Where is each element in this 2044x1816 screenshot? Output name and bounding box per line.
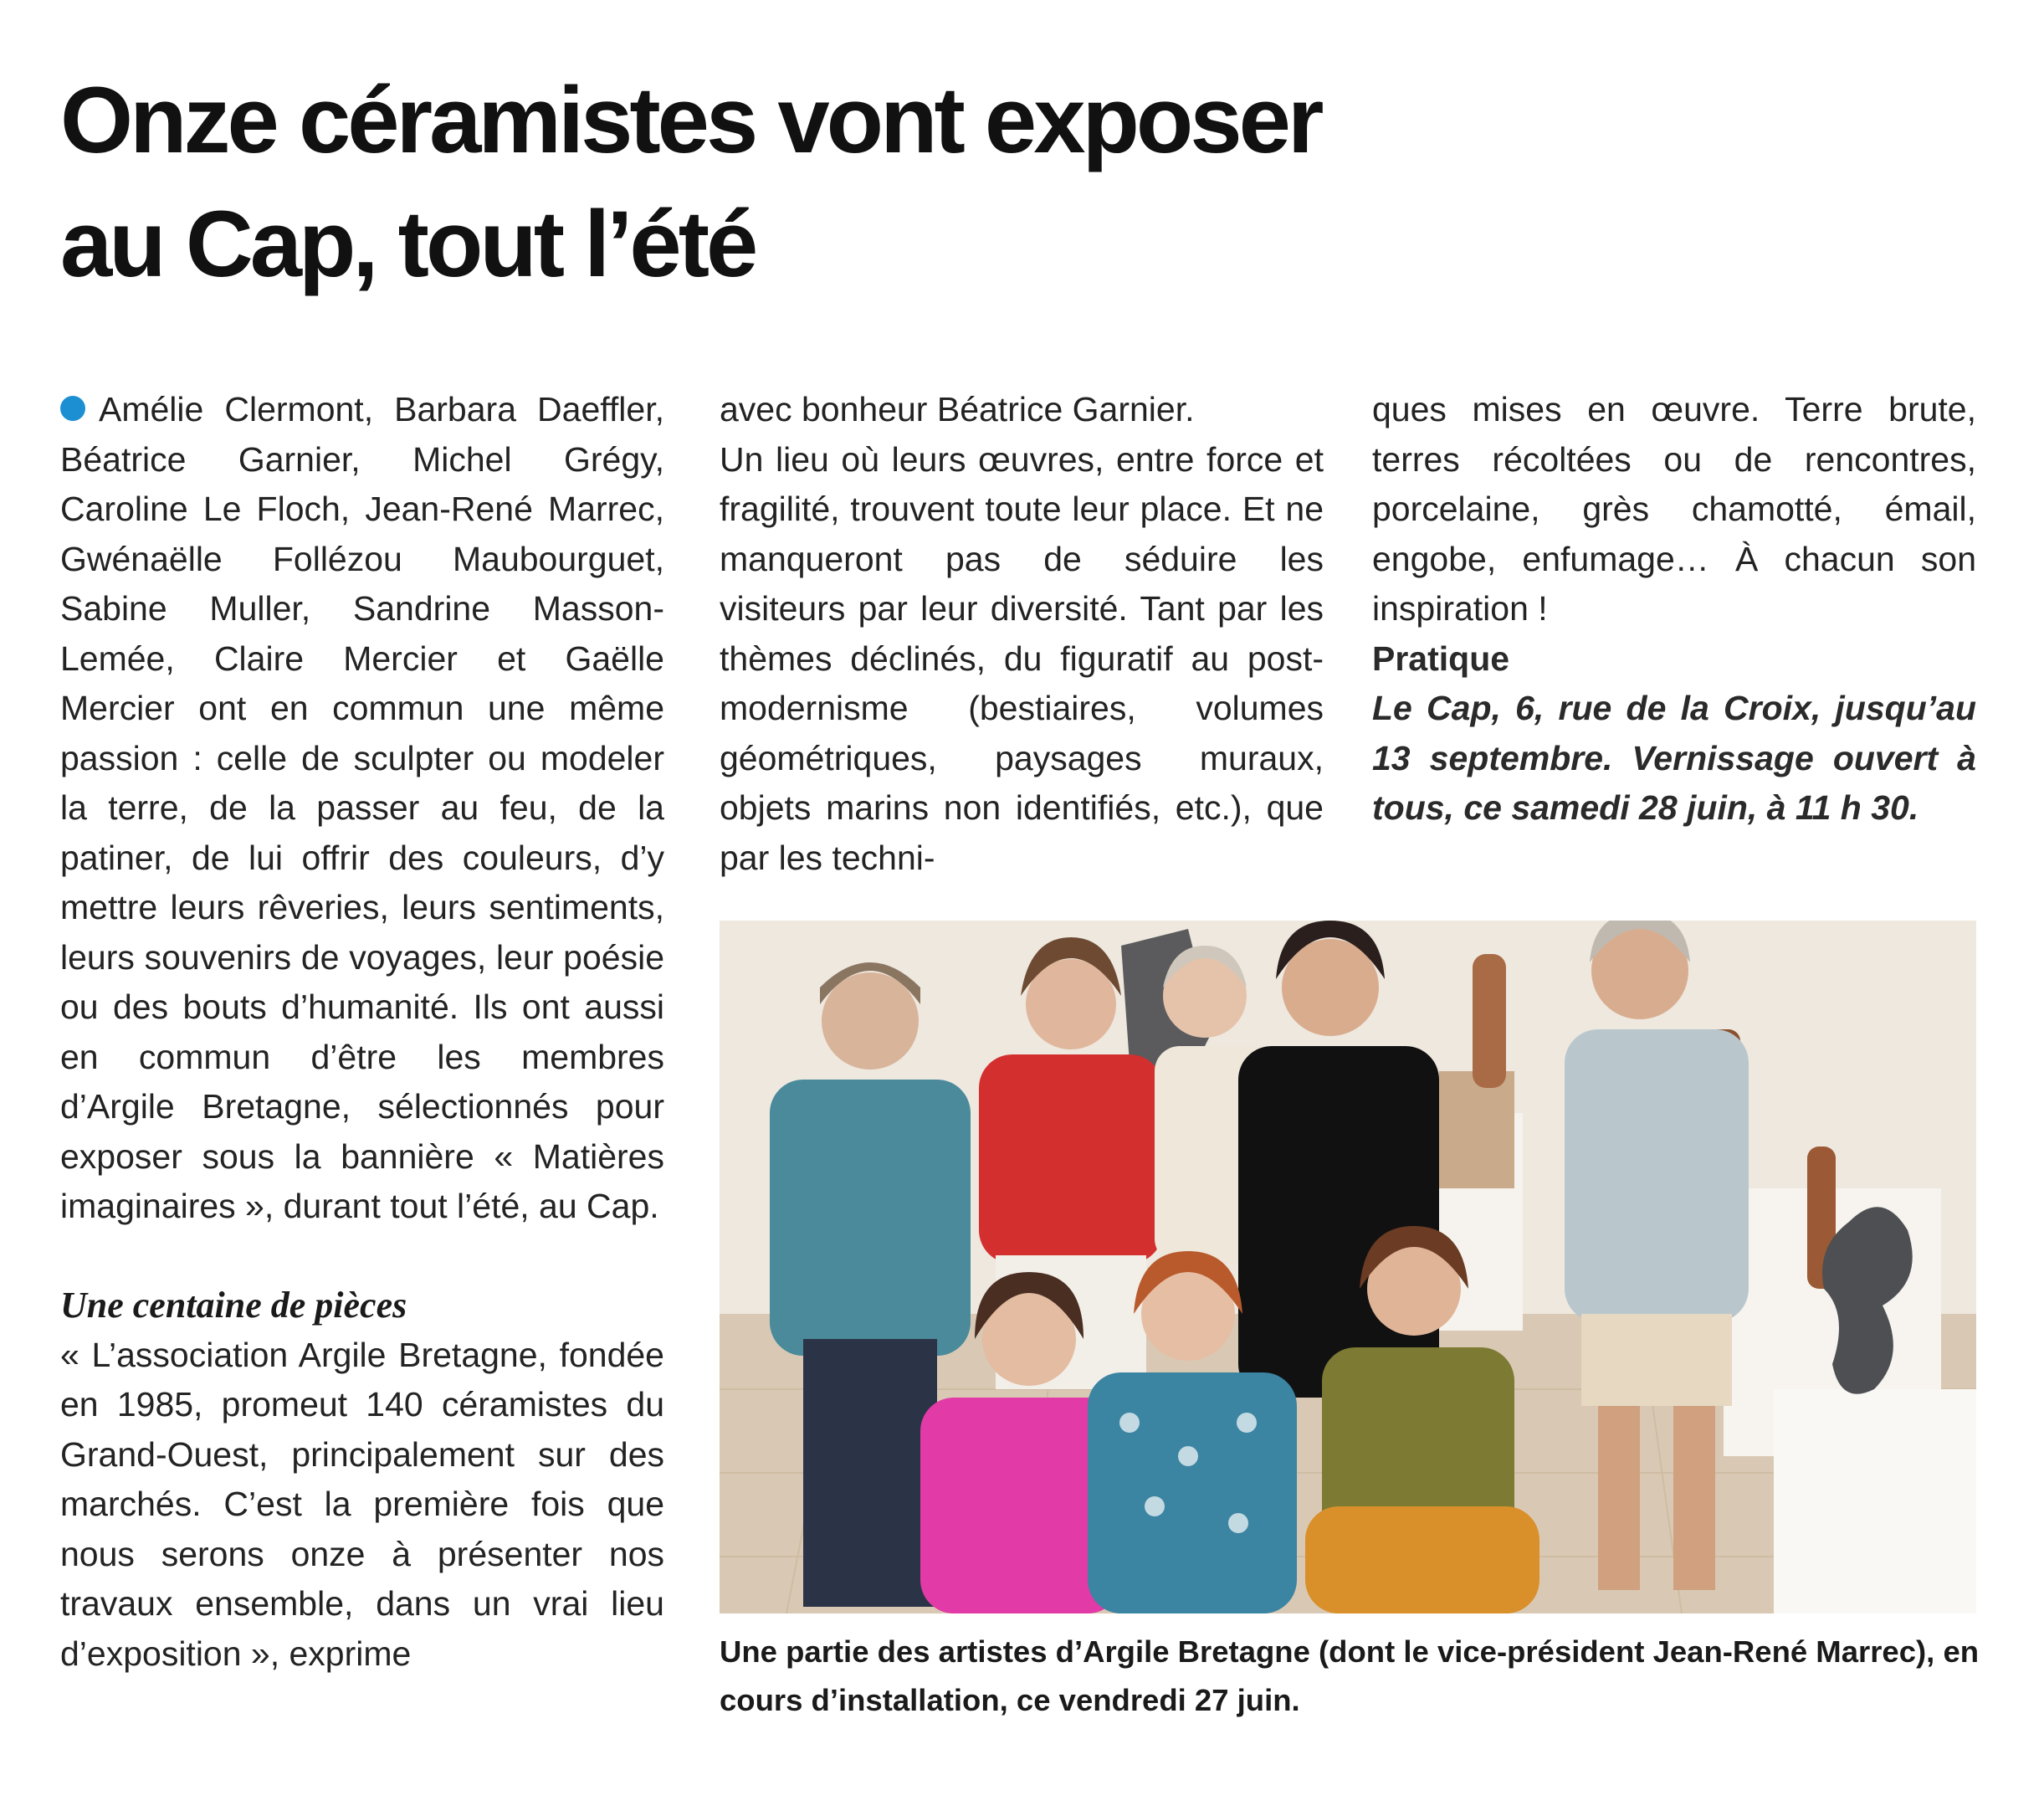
col2-paragraph-2: Un lieu où leurs œuvres, entre force et fragilité, trouvent toute leur place. Et ne manqueront pas de séduire les visiteurs par leur diversité. Tant par les thèmes déclinés, du figuratif au post-modernisme (bestiaires, volumes géométriques, paysages muraux, objets marins non identifiés, etc.), que par les techni- <box>720 439 1324 877</box>
photo-caption: Une partie des artistes d’Argile Bretagne (dont le vice-président Jean-René Marrec), en cours d’installation, ce vendredi 27 juin. <box>720 1634 1980 1717</box>
pratique-label: Pratique <box>1372 639 1510 678</box>
col2-paragraph-1: avec bonheur Béatrice Garnier. <box>720 390 1195 428</box>
intro-paragraph <box>60 385 664 1232</box>
column-3 <box>1372 385 1976 834</box>
article-headline <box>60 59 1483 306</box>
column-2 <box>720 385 1324 883</box>
col3-paragraph: ques mises en œuvre. Terre brute, terres récoltées ou de rencontres, porcelaine, grès chamotté, émail, engobe, enfumage… À chacun son inspiration ! <box>1372 390 1976 628</box>
group-photo <box>720 921 1976 1613</box>
bullet-icon <box>60 396 85 421</box>
intro-text: Amélie Clermont, Barbara Daeffler, Béatrice Garnier, Michel Grégy, Caroline Le Floch, Jean-René Marrec, Gwénaëlle Follézou Maubourguet, Sabine Muller, Sandrine Masson-Lemée, Claire Mercier et Gaëlle Mercier ont en commun une même passion : celle de sculpter ou modeler la terre, de la passer au feu, de la patiner, de lui offrir des couleurs, d’y mettre leurs rêveries, leurs sentiments, leurs souvenirs de voyages, leur poésie ou des bouts d’humanité. Ils ont aussi en commun d’être les membres d’Argile Bretagne, sélectionnés pour exposer sous la bannière « Matières imaginaires », durant tout l’été, au Cap. <box>60 390 664 1225</box>
column-1 <box>60 385 664 1679</box>
section-subhead: Une centaine de pièces <box>60 1284 407 1326</box>
headline-line-1: Onze céramistes vont exposer <box>60 68 1321 172</box>
section-paragraph: « L’association Argile Bretagne, fondée en 1985, promeut 140 céramistes du Grand-Ouest, principalement sur des marchés. C’est la première fois que nous serons onze à présenter nos travaux ensemble, dans un vrai lieu d’exposition », exprime <box>60 1335 664 1673</box>
pratique-text: Le Cap, 6, rue de la Croix, jusqu’au 13 septembre. Vernissage ouvert à tous, ce samedi 28 juin, à 11 h 30. <box>1372 689 1976 827</box>
headline-line-2: au Cap, tout l’été <box>60 192 756 296</box>
